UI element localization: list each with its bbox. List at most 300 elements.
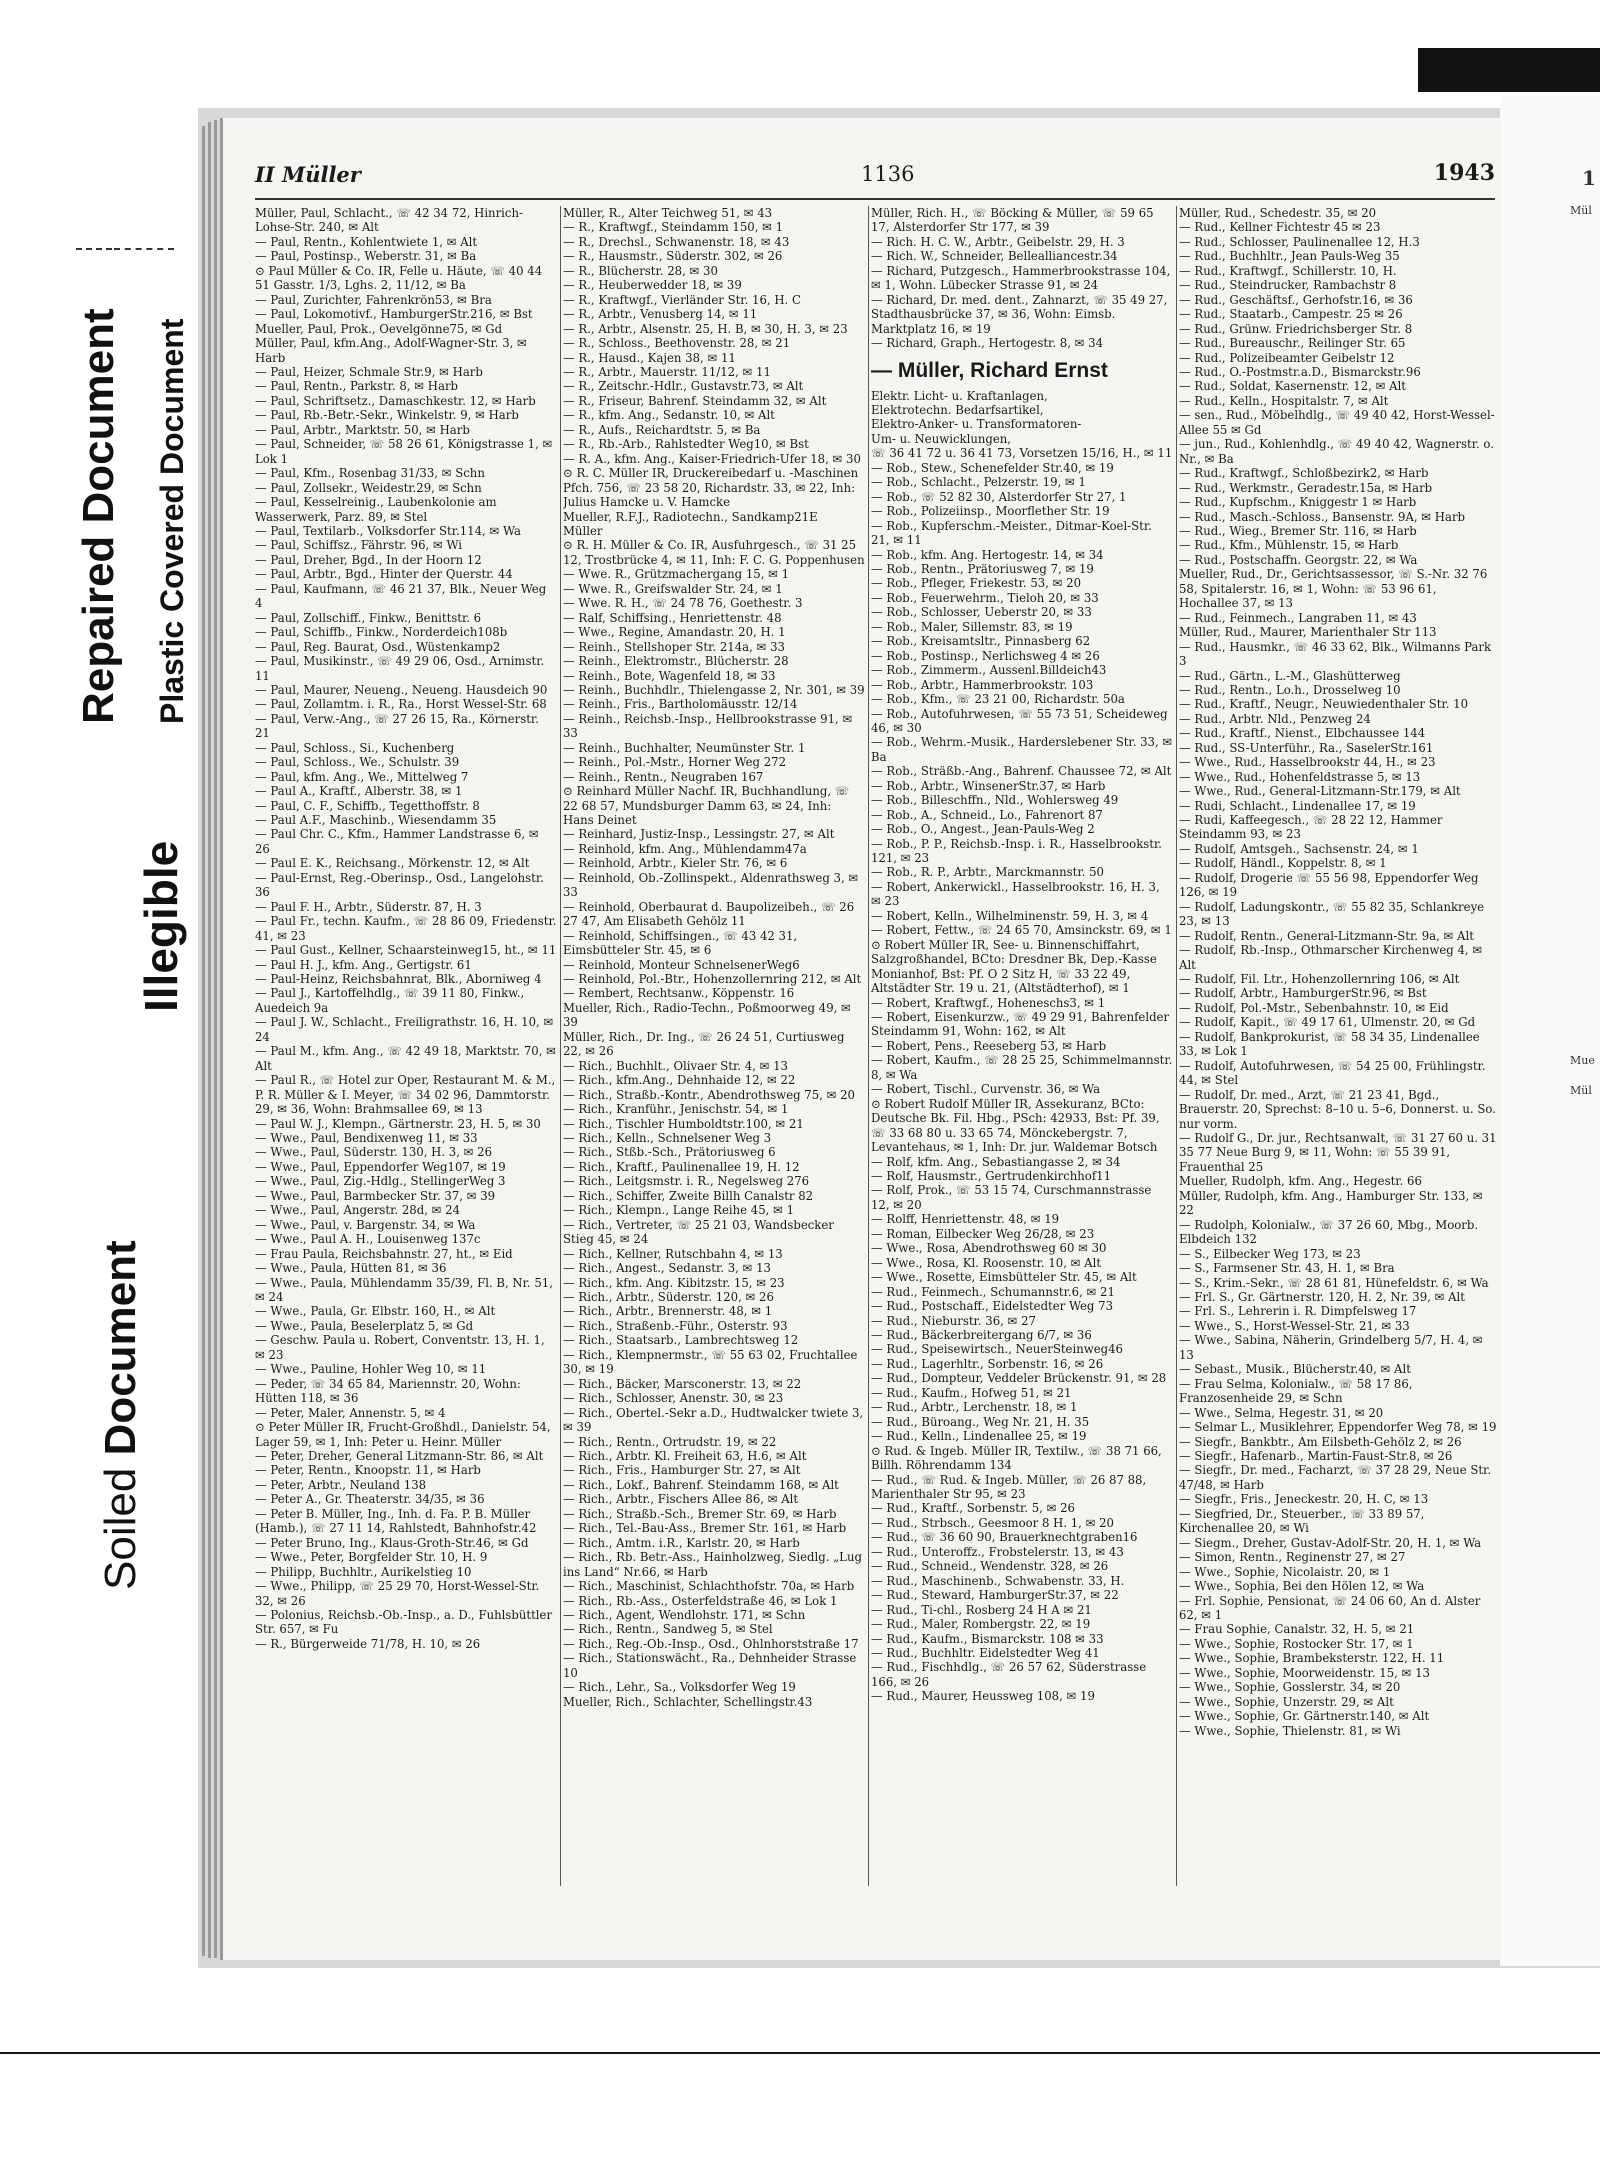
directory-entry: — Rich., Rentn., Sandweg 5, ✉ Stel [563, 1622, 773, 1637]
directory-entry: — Rob., Zimmerm., Aussenl.Billdeich43 [871, 663, 1107, 678]
directory-entry: — Rich., Rentn., Ortrudstr. 19, ✉ 22 [563, 1434, 777, 1449]
directory-entry: — Rob., Billeschffn., Nld., Wohlersweg 49 [871, 793, 1119, 808]
scan-border [1418, 48, 1600, 92]
directory-entry: — Rich., Straßenb.-Führ., Osterstr. 93 [563, 1318, 788, 1333]
directory-entry: — Rud., ☏ 36 60 90, Brauerknechtgraben16 [871, 1530, 1138, 1545]
directory-entry: — Rich., Schiffer, Zweite Billh Canalstr 82 [563, 1188, 814, 1203]
advertisement-heading: — Müller, Richard Ernst [871, 358, 1108, 382]
directory-entry: — Geschw. Paula u. Robert, Conventstr. 13, H. 1, ✉ 23 [255, 1333, 545, 1362]
directory-entry: — Rich., Staatsarb., Lambrechtsweg 12 [563, 1333, 799, 1348]
directory-entry: Mueller, Rud., Dr., Gerichtsassessor, ☏ S.-Nr. 32 76 58, Spitalerstr. 16, ✉ 1, Wohn: ☏ 53 96 61, Hochallee 37, ✉ 13 [1179, 567, 1488, 611]
directory-entry: — Wwe., Paul A. H., Louisenweg 137c [255, 1232, 481, 1247]
label-soiled-suffix: Document [96, 1240, 145, 1456]
directory-entry: — Reinh., Stellshoper Str. 214a, ✉ 33 [563, 639, 785, 654]
directory-entry: Um- u. Neuwicklungen, [871, 431, 1012, 446]
directory-entry: — Richard, Graph., Hertogestr. 8, ✉ 34 [871, 336, 1104, 351]
directory-entry: — Rich., Stßb.-Sch., Prätoriusweg 6 [563, 1145, 776, 1160]
directory-entry: — Rud., SS-Unterführ., Ra., SaselerStr.161 [1179, 740, 1434, 755]
directory-entry: — Rud., Kelln., Hospitalstr. 7, ✉ Alt [1179, 393, 1389, 408]
directory-entry: — Philipp, Buchhltr., Aurikelstieg 10 [255, 1564, 472, 1579]
directory-entry: — Rud., Steindrucker, Rambachstr 8 [1179, 278, 1397, 293]
directory-entry: — Frl. Sophie, Pensionat, ☏ 24 06 60, An d. Alster 62, ✉ 1 [1179, 1593, 1481, 1622]
directory-entry: — Rud., Kraftf., Sorbenstr. 5, ✉ 26 [871, 1501, 1075, 1516]
directory-entry: — Paul F. H., Arbtr., Süderstr. 87, H. 3 [255, 899, 482, 914]
directory-entry: — Robert, Kraftwgf., Hoheneschs3, ✉ 1 [871, 995, 1106, 1010]
directory-entry: — Paul, Zollsekr., Weidestr.29, ✉ Schn [255, 480, 482, 495]
directory-entry: — Wwe., Sophia, Bei den Hölen 12, ✉ Wa [1179, 1579, 1425, 1594]
directory-entry: — Rud., Speisewirtsch., NeuerSteinweg46 [871, 1342, 1123, 1357]
directory-entry: — Wwe., Rud., Hohenfeldstrasse 5, ✉ 13 [1179, 769, 1421, 784]
directory-entry: — Rolf, kfm. Ang., Sebastiangasse 2, ✉ 34 [871, 1154, 1121, 1169]
directory-entry: — Paul H. J., kfm. Ang., Gertigstr. 61 [255, 957, 472, 972]
directory-entry: — R., Bürgerweide 71/78, H. 10, ✉ 26 [255, 1636, 481, 1651]
directory-entry: — Paul, Kesselreinig., Laubenkolonie am Wasserwerk, Parz. 89, ✉ Stel [255, 495, 497, 524]
directory-entry: — Rud., Unteroffz., Frobstelerstr. 13, ✉ 43 [871, 1544, 1124, 1559]
directory-entry: — Wwe., Rosa, Kl. Roosenstr. 10, ✉ Alt [871, 1255, 1102, 1270]
directory-entry: Müller, Paul, Schlacht., ☏ 42 34 72, Hinrich-Lohse-Str. 240, ✉ Alt [255, 206, 523, 235]
scan-bottom-line [0, 2052, 1600, 2054]
directory-entry: Müller, Rud., Maurer, Marienthaler Str 113 [1179, 625, 1437, 640]
directory-entry: — Rud., Maler, Rombergstr. 22, ✉ 19 [871, 1617, 1091, 1632]
directory-entry: — Paul, Reg. Baurat, Osd., Wüstenkamp2 [255, 639, 501, 654]
directory-entry: — Paul, Kaufmann, ☏ 46 21 37, Blk., Neuer Weg 4 [255, 581, 547, 611]
directory-entry: — Richard, Putzgesch., Hammerbrookstrasse 104, ✉ 1, Wohn. Lübecker Strasse 91, ✉ 24 [871, 263, 1171, 293]
directory-entry: Müller, Rud., Schedestr. 35, ✉ 20 [1179, 206, 1377, 220]
page-header [255, 158, 1495, 192]
directory-entry: — Rud., Rentn., Lo.h., Drosselweg 10 [1179, 682, 1401, 697]
directory-entry: — R., Hausmstr., Süderstr. 302, ✉ 26 [563, 249, 783, 264]
directory-entry: — Rud., Ti-chl., Rosberg 24 H A ✉ 21 [871, 1602, 1092, 1617]
directory-entry: ⊙ Robert Müller IR, See- u. Binnenschiffahrt, Salzgroßhandel, BCto: Dresdner Bk, Dep.-Kasse Monianhof, Bst: Pf. O 2 Sitz H, ☏ 33 22 49, Altstädter Str. 19 u. 21, (Altstädterhof), ✉ 1 [871, 937, 1157, 996]
directory-entry: — Rob., Kreisamtsltr., Pinnasberg 62 [871, 634, 1091, 649]
next-page-strip [1500, 96, 1600, 1966]
directory-entry: — Rudolf, Rb.-Insp., Othmarscher Kirchenweg 4, ✉ Alt [1179, 943, 1483, 972]
directory-entry: — Paul, Lokomotivf., HamburgerStr.216, ✉ Bst [255, 307, 533, 322]
directory-entry: — Rembert, Rechtsanw., Köppenstr. 16 [563, 986, 795, 1001]
directory-entry: — Paul, Arbtr., Marktstr. 50, ✉ Harb [255, 422, 470, 437]
directory-entry: — Reinhold, Ob.-Zollinspekt., Aldenrathsweg 3, ✉ 33 [563, 870, 859, 900]
directory-entry: — Robert, Kaufm., ☏ 28 25 25, Schimmelmannstr. 8, ✉ Wa [871, 1053, 1173, 1082]
directory-entry: — S., Eilbecker Weg 173, ✉ 23 [1179, 1246, 1361, 1261]
directory-entry: — Reinh., Bote, Wagenfeld 18, ✉ 33 [563, 668, 776, 683]
directory-entry: — Peter, Arbtr., Neuland 138 [255, 1477, 427, 1492]
next-page-number: 1 [1582, 166, 1596, 190]
directory-entry: — Rob., Arbtr., Hammerbrookstr. 103 [871, 677, 1094, 692]
directory-entry: — Siegfr., Dr. med., Facharzt, ☏ 37 28 29, Neue Str. 47/48, ✉ Harb [1179, 1463, 1492, 1492]
next-page-fragment: Mül [1570, 204, 1592, 217]
directory-entry: — Rud., Buchhltr., Jean Pauls-Weg 35 [1179, 249, 1400, 264]
column-1 [255, 206, 557, 1886]
column-2 [563, 206, 865, 1886]
directory-entry: — Rolff, Henriettenstr. 48, ✉ 19 [871, 1212, 1060, 1227]
directory-entry: — Paul, Zurichter, Fahrenkrön53, ✉ Bra [255, 292, 492, 307]
directory-entry: — Paul, Maurer, Neueng., Neueng. Hausdeich 90 [255, 682, 548, 697]
directory-entry: ☏ 36 41 72 u. 36 41 73, Vorsetzen 15/16, H., ✉ 11 [871, 446, 1173, 461]
directory-entry: — Wwe., Paul, Zig.-Hdlg., StellingerWeg 3 [255, 1174, 506, 1189]
directory-entry: — Sebast., Musik., Blücherstr.40, ✉ Alt [1179, 1362, 1411, 1377]
directory-entry: — Rich., Rb.-Ass., Osterfeldstraße 46, ✉ Lok 1 [563, 1593, 838, 1608]
directory-entry: — Paul J., Kartoffelhdlg., ☏ 39 11 80, Finkw., Auedeich 9a [255, 986, 525, 1015]
directory-entry: — Rudolf, Autofuhrwesen, ☏ 54 25 00, Frühlingstr. 44, ✉ Stel [1179, 1058, 1486, 1088]
directory-entry: — Paul J. W., Schlacht., Freiligrathstr. 16, H. 10, ✉ 24 [255, 1015, 554, 1044]
directory-entry: — Paul A., Kraftf., Alberstr. 38, ✉ 1 [255, 784, 463, 799]
directory-entry: — Paul, Rentn., Kohlentwiete 1, ✉ Alt [255, 234, 478, 249]
directory-entry: — jun., Rud., Kohlenhdlg., ☏ 49 40 42, Wagnerstr. o. Nr., ✉ Ba [1179, 437, 1494, 466]
directory-entry: — Wwe., Peter, Borgfelder Str. 10, H. 9 [255, 1550, 488, 1565]
directory-entry: — Rud., Arbtr., Lerchenstr. 18, ✉ 1 [871, 1400, 1078, 1415]
directory-entry: — Rolf, Prok., ☏ 53 15 74, Curschmannstrasse 12, ✉ 20 [871, 1183, 1152, 1212]
directory-entry: — Reinh., Pol.-Mstr., Horner Weg 272 [563, 755, 787, 770]
directory-entry: — Reinh., Elektromstr., Blücherstr. 28 [563, 654, 789, 669]
directory-entry: — Frl. S., Lehrerin i. R. Dimpfelsweg 17 [1179, 1304, 1417, 1319]
directory-entry: — Rob., Polizeiinsp., Moorflether Str. 19 [871, 504, 1110, 519]
directory-entry: — Polonius, Reichsb.-Ob.-Insp., a. D., Fuhlsbüttler Str. 657, ✉ Fu [255, 1607, 553, 1637]
column-separator [560, 206, 561, 1886]
page-number: 1136 [861, 162, 915, 186]
directory-entry: — Reinhold, Arbtr., Kieler Str. 76, ✉ 6 [563, 856, 788, 871]
directory-entry: — Rudolf, Rentn., General-Litzmann-Str. 9a, ✉ Alt [1179, 928, 1474, 943]
directory-entry: — Paul-Heinz, Reichsbahnrat, Blk., Aborniweg 4 [255, 972, 542, 987]
directory-entry: ⊙ R. H. Müller & Co. IR, Ausfuhrgesch., ☏ 31 25 12, Trostbrücke 4, ✉ 11, Inh: F. C. G. Poppenhusen [563, 538, 865, 567]
directory-entry: — Rudolf, Fil. Ltr., Hohenzollernring 106, ✉ Alt [1179, 972, 1460, 987]
directory-entry: Müller, Paul, kfm.Ang., Adolf-Wagner-Str. 3, ✉ Harb [255, 336, 527, 365]
directory-entry: — Rud., Maschinenb., Schwabenstr. 33, H. [871, 1573, 1125, 1588]
directory-entry: — Paul, Dreher, Bgd., In der Hoorn 12 [255, 552, 482, 567]
directory-entry: — Rud., Büroang., Weg Nr. 21, H. 35 [871, 1414, 1090, 1429]
directory-entry: — Rob., Sträßb.-Ang., Bahrenf. Chaussee 72, ✉ Alt [871, 764, 1172, 779]
directory-entry: — Paul, Postinsp., Weberstr. 31, ✉ Ba [255, 249, 477, 264]
directory-entry: — Wwe., Paul, Bendixenweg 11, ✉ 33 [255, 1131, 478, 1145]
directory-entry: — Rud., Strbsch., Geesmoor 8 H. 1, ✉ 20 [871, 1515, 1114, 1530]
column-separator [1176, 206, 1177, 1886]
directory-entry: — Rud., Nieburstr. 36, ✉ 27 [871, 1313, 1036, 1328]
directory-entry: — Rud., Postschaff., Eidelstedter Weg 73 [871, 1299, 1114, 1314]
directory-entry: — Rich., Lokf., Bahrenf. Steindamm 168, ✉ Alt [563, 1477, 839, 1492]
directory-entry: — R. A., kfm. Ang., Kaiser-Friedrich-Ufer 18, ✉ 30 [563, 451, 861, 466]
directory-entry: — Siegfr., Bankbtr., Am Eilsbeth-Gehölz 2, ✉ 26 [1179, 1434, 1462, 1449]
directory-entry: ⊙ R. C. Müller IR, Druckereibedarf u. -Maschinen Pfch. 756, ☏ 23 58 20, Richardstr. 33, ✉ 22, Inh: Julius Hamcke u. V. Hamcke [563, 466, 859, 510]
directory-entry: — Paul, Zollschiff., Finkw., Benittstr. 6 [255, 610, 482, 625]
directory-entry: — Paul, Arbtr., Bgd., Hinter der Querstr. 44 [255, 567, 513, 582]
directory-entry: Mueller, Paul, Prok., Oevelgönne75, ✉ Gd [255, 321, 503, 336]
directory-entry: — Rudolf, Amtsgeh., Sachsenstr. 24, ✉ 1 [1179, 841, 1419, 856]
directory-entry: — Rich., Arbtr., Süderstr. 120, ✉ 26 [563, 1289, 774, 1304]
directory-entry: Mueller, Rich., Radio-Techn., Poßmoorweg 49, ✉ 39 [563, 1000, 851, 1030]
column-separator [868, 206, 869, 1886]
directory-entry: — Rich. W., Schneider, Bellealliancestr.34 [871, 249, 1118, 264]
directory-entry: — Rob., Pfleger, Friekestr. 53, ✉ 20 [871, 576, 1082, 591]
directory-entry: — Robert, Kelln., Wilhelminenstr. 59, H. 3, ✉ 4 [871, 908, 1149, 923]
directory-entry: — Rob., Kupferschm.-Meister., Ditmar-Koel-Str. 21, ✉ 11 [871, 518, 1152, 548]
directory-entry: — R., Aufs., Reichardtstr. 5, ✉ Ba [563, 422, 761, 437]
directory-entry: — Reinh., Buchhalter, Neumünster Str. 1 [563, 740, 806, 755]
directory-entry: — R., Arbtr., Mauerstr. 11/12, ✉ 11 [563, 364, 771, 379]
directory-entry: — Rich., Kranführ., Jenischstr. 54, ✉ 1 [563, 1102, 789, 1117]
directory-entry: — Wwe. R. H., ☏ 24 78 76, Goethestr. 3 [563, 596, 803, 611]
directory-entry: — Siegfr., Fris., Jeneckestr. 20, H. C, ✉ 13 [1179, 1492, 1429, 1507]
directory-entry: — Wwe., Paul, Süderstr. 130, H. 3, ✉ 26 [255, 1145, 493, 1160]
directory-entry: — Rob., Autofuhrwesen, ☏ 55 73 51, Scheideweg 46, ✉ 30 [871, 706, 1168, 735]
directory-entry: — Rud., ☏ Rud. & Ingeb. Müller, ☏ 26 87 88, Marienthaler Str 95, ✉ 23 [871, 1472, 1147, 1501]
directory-entry: — Peter, Maler, Annenstr. 5, ✉ 4 [255, 1405, 446, 1420]
directory-entry: — Rud., Masch.-Schloss., Bansenstr. 9A, ✉ Harb [1179, 509, 1466, 524]
directory-entry: ⊙ Rud. & Ingeb. Müller IR, Textilw., ☏ 38 71 66, Billh. Röhrendamm 134 [871, 1443, 1162, 1473]
directory-entry: — Reinh., Fris., Bartholomäusstr. 12/14 [563, 697, 798, 712]
directory-entry: Elektrotechn. Bedarfsartikel, [871, 402, 1044, 417]
directory-page [220, 118, 1501, 1960]
directory-entry: — Rob., Wehrm.-Musik., Harderslebener Str. 33, ✉ Ba [871, 735, 1173, 764]
directory-entry: — Rich., Arbtr., Fischers Allee 86, ✉ Alt [563, 1492, 799, 1507]
directory-entry: — Rob., O., Angest., Jean-Pauls-Weg 2 [871, 822, 1095, 837]
next-page-fragment: Mue [1570, 1054, 1595, 1067]
directory-entry: — Rich., Kelln., Schnelsener Weg 3 [563, 1131, 772, 1145]
directory-entry: — Siegfried, Dr., Steuerber., ☏ 33 89 57, Kirchenallee 20, ✉ Wi [1179, 1506, 1425, 1536]
directory-entry: — Wwe., Sophie, Rostocker Str. 17, ✉ 1 [1179, 1636, 1414, 1651]
directory-entry: — Simon, Rentn., Reginenstr 27, ✉ 27 [1179, 1550, 1406, 1565]
directory-entry: — Paul W. J., Klempn., Gärtnerstr. 23, H. 5, ✉ 30 [255, 1116, 541, 1131]
directory-entry: — Rich., Bäcker, Marsconerstr. 13, ✉ 22 [563, 1376, 802, 1391]
directory-entry: — Paul Chr. C., Kfm., Hammer Landstrasse 6, ✉ 26 [255, 827, 539, 856]
directory-entry: — Rud., Bäckerbreitergang 6/7, ✉ 36 [871, 1327, 1092, 1342]
directory-entry: — Rich., Arbtr., Brennerstr. 48, ✉ 1 [563, 1304, 773, 1319]
directory-entry: — Rudolf, Pol.-Mstr., Sebenbahnstr. 10, ✉ Eid [1179, 1000, 1449, 1015]
directory-entry: — S., Krim.-Sekr., ☏ 28 61 81, Hünefeldstr. 6, ✉ Wa [1179, 1275, 1489, 1290]
directory-entry: — Paul, Schloss., Si., Kuchenberg [255, 740, 455, 755]
directory-entry: — Wwe., Paul, Barmbecker Str. 37, ✉ 39 [255, 1188, 496, 1203]
directory-entry: — Rud., Kfm., Mühlenstr. 15, ✉ Harb [1179, 538, 1399, 553]
directory-entry: — R., Drechsl., Schwanenstr. 18, ✉ 43 [563, 234, 790, 249]
directory-entry: — Wwe., Philipp, ☏ 25 29 70, Horst-Wessel-Str. 32, ✉ 26 [255, 1579, 540, 1608]
directory-entry: — Rich., Schlosser, Anenstr. 30, ✉ 23 [563, 1391, 784, 1406]
directory-entry: — Siegfr., Hafenarb., Martin-Faust-Str.8, ✉ 26 [1179, 1448, 1453, 1463]
directory-entry: — Rob., R. P., Arbtr., Marckmannstr. 50 [871, 865, 1104, 880]
directory-entry: — Paul, Schiffb., Finkw., Norderdeich108b [255, 625, 508, 640]
directory-entry: — Rob., Schlacht., Pelzerstr. 19, ✉ 1 [871, 475, 1086, 490]
directory-entry: — Paul E. K., Reichsang., Mörkenstr. 12, ✉ Alt [255, 856, 530, 871]
directory-entry: — Rud., Werkmstr., Geradestr.15a, ✉ Harb [1179, 480, 1433, 495]
directory-entry: — Paul, Rb.-Betr.-Sekr., Winkelstr. 9, ✉ Harb [255, 408, 519, 423]
directory-entry: — Rudolf G., Dr. jur., Rechtsanwalt, ☏ 31 27 60 u. 31 35 77 Neue Burg 9, ✉ 11, Wohn: ☏ 55 39 91, Frauenthal 25 [1179, 1131, 1497, 1174]
directory-entry: — Wwe., Rud., General-Litzmann-Str.179, ✉ Alt [1179, 784, 1461, 799]
directory-entry: ⊙ Peter Müller IR, Frucht-Großhdl., Danielstr. 54, Lager 59, ✉ 1, Inh: Peter u. Heinr. Müller [255, 1420, 551, 1449]
directory-entry: — Rich., kfm. Ang. Kibitzstr. 15, ✉ 23 [563, 1275, 785, 1290]
directory-entry: — Rudi, Kaffeegesch., ☏ 28 22 12, Hammer Steindamm 93, ✉ 23 [1179, 813, 1443, 842]
directory-entry: — Wwe. R., Grützmachergang 15, ✉ 1 [563, 567, 790, 582]
directory-entry: — Rud., Gärtn., L.-M., Glashütterweg [1179, 668, 1401, 683]
directory-entry: — Paul Gust., Kellner, Schaarsteinweg15, ht., ✉ 11 [255, 943, 557, 958]
page-edge [214, 120, 217, 1958]
directory-entry: — Rudolf, Ladungskontr., ☏ 55 82 35, Schlankreye 23, ✉ 13 [1179, 899, 1485, 929]
directory-entry: — Paul, Schloss., We., Schulstr. 39 [255, 755, 460, 770]
directory-entry: — Paul A.F., Maschinb., Wiesendamm 35 [255, 813, 497, 828]
directory-entry: Mueller, Rudolph, kfm. Ang., Hegestr. 66 [1179, 1174, 1422, 1189]
directory-entry: — Wwe., Sophie, Nicolaistr. 20, ✉ 1 [1179, 1564, 1391, 1579]
directory-entry: — Paul, Zollamtm. i. R., Ra., Horst Wessel-Str. 68 [255, 697, 547, 712]
condition-labels [0, 0, 200, 2177]
directory-entry: — Rud., Kupfschm., Kniggestr 1 ✉ Harb [1179, 495, 1417, 510]
directory-entry: — Rob., Kfm., ☏ 23 21 00, Richardstr. 50a [871, 692, 1125, 707]
directory-entry: Mueller, Rich., Schlachter, Schellingstr.43 [563, 1694, 813, 1709]
directory-entry: — Robert, Ankerwickl., Hasselbrookstr. 16, H. 3, ✉ 23 [871, 879, 1160, 909]
directory-entry: — Reinh., Rentn., Neugraben 167 [563, 769, 764, 784]
directory-entry: — Rich., Kraftf., Paulinenallee 19, H. 12 [563, 1159, 800, 1174]
label-illegible: Illegible [135, 840, 187, 1012]
directory-entry: — Wwe., Sophie, Thielenstr. 81, ✉ Wi [1179, 1723, 1401, 1738]
directory-entry: — Rud., Lagerhltr., Sorbenstr. 16, ✉ 26 [871, 1356, 1104, 1371]
directory-entry: — Rich., Fris., Hamburger Str. 27, ✉ Alt [563, 1463, 801, 1478]
directory-entry: — Rich., Kellner, Rutschbahn 4, ✉ 13 [563, 1246, 783, 1261]
directory-entry: — Frau Selma, Kolonialw., ☏ 58 17 86, Franzosenheide 29, ✉ Schn [1179, 1376, 1413, 1406]
directory-entry: — Peter, Rentn., Knoopstr. 11, ✉ Harb [255, 1463, 481, 1478]
directory-entry: — Rud., Bureauschr., Reilinger Str. 65 [1179, 336, 1406, 351]
directory-entry: — Rob., kfm. Ang. Hertogestr. 14, ✉ 34 [871, 547, 1104, 562]
directory-entry: — Reinh., Buchhdlr., Thielengasse 2, Nr. 301, ✉ 39 [563, 682, 865, 697]
directory-entry: — R., Arbtr., Alsenstr. 25, H. B, ✉ 30, H. 3, ✉ 23 [563, 321, 848, 336]
directory-entry: — Rich., Leitgsmstr. i. R., Negelsweg 276 [563, 1174, 810, 1189]
directory-entry: — Reinhold, Monteur SchnelsenerWeg6 [563, 957, 800, 972]
label-plastic-covered: Plastic Covered Document [154, 318, 190, 724]
directory-entry: — Reinhold, kfm. Ang., Mühlendamm47a [563, 841, 807, 856]
directory-entry: — Rich., Tel.-Bau-Ass., Bremer Str. 161, ✉ Harb [563, 1521, 847, 1536]
column-4 [1179, 206, 1497, 1886]
directory-entry: — R., Kraftwgf., Vierländer Str. 16, H. C [563, 292, 801, 307]
directory-entry: — Peter B. Müller, Ing., Inh. d. Fa. P. B. Müller (Hamb.), ☏ 27 11 14, Rahlstedt, Bahnhofstr.42 [255, 1506, 537, 1536]
directory-entry: — Rud., Kraftwgf., Schillerstr. 10, H. [1179, 263, 1397, 278]
column-3 [871, 206, 1173, 1886]
directory-entry: — Rud., Wieg., Bremer Str. 116, ✉ Harb [1179, 523, 1417, 538]
directory-entry: — Paul, C. F., Schiffb., Tegetthoffstr. 8 [255, 798, 480, 813]
directory-entry: — Ralf, Schiffsing., Henriettenstr. 48 [563, 610, 782, 625]
directory-entry: — Rich. H. C. W., Arbtr., Geibelstr. 29, H. 3 [871, 234, 1125, 249]
label-repaired: Repaired Document [74, 308, 123, 724]
directory-entry: — Rud., Polizeibeamter Geibelstr 12 [1179, 350, 1395, 365]
directory-entry: — Peter, Dreher, General Litzmann-Str. 86, ✉ Alt [255, 1448, 544, 1463]
directory-entry: — Rudolf, Bankprokurist, ☏ 58 34 35, Lindenallee 33, ✉ Lok 1 [1179, 1029, 1480, 1059]
directory-entry: — R., Rb.-Arb., Rahlstedter Weg10, ✉ Bst [563, 437, 809, 452]
directory-entry: — Peter A., Gr. Theaterstr. 34/35, ✉ 36 [255, 1492, 485, 1507]
directory-entry: — Rich., kfm.Ang., Dehnhaide 12, ✉ 22 [563, 1073, 796, 1088]
directory-entry: — Reinhold, Oberbaurat d. Baupolizeibeh., ☏ 26 27 47, Am Elisabeth Gehölz 11 [563, 899, 855, 929]
directory-entry: — Paul, Schiffsz., Fährstr. 96, ✉ Wi [255, 538, 463, 553]
directory-entry: — Rud., Kraftwgf., Schloßbezirk2, ✉ Harb [1179, 466, 1429, 481]
directory-entry: — Wwe., Rud., Hasselbrookstr 44, H., ✉ 23 [1179, 755, 1436, 770]
page-edge [202, 126, 205, 1956]
directory-entry: Müller, Rudolph, kfm. Ang., Hamburger Str. 133, ✉ 22 [1179, 1188, 1483, 1218]
directory-entry: — Rich., Klempn., Lange Reihe 45, ✉ 1 [563, 1203, 795, 1218]
directory-entry: Elektro-Anker- u. Transformatoren- [871, 417, 1082, 432]
directory-entry: — sen., Rud., Möbelhdlg., ☏ 49 40 42, Horst-Wessel-Allee 55 ✉ Gd [1179, 408, 1495, 437]
directory-entry: — Wwe., Paul, Eppendorfer Weg107, ✉ 19 [255, 1159, 506, 1174]
directory-entry: — Robert, Eisenkurzw., ☏ 49 29 91, Bahrenfelder Steindamm 91, Wohn: 162, ✉ Alt [871, 1010, 1170, 1039]
directory-entry: — Wwe., Sophie, Gosslerstr. 34, ✉ 20 [1179, 1680, 1401, 1695]
directory-entry: — Rich., Tischler Humboldtstr.100, ✉ 21 [563, 1116, 804, 1131]
directory-entry: — R., Schloss., Beethovenstr. 28, ✉ 21 [563, 336, 791, 351]
directory-entry: — Rudolph, Kolonialw., ☏ 37 26 60, Mbg., Moorb. Elbdeich 132 [1179, 1217, 1479, 1247]
directory-entry: — Rud., Staatarb., Campestr. 25 ✉ 26 [1179, 307, 1403, 322]
directory-entry: — Reinh., Reichsb.-Insp., Hellbrookstrasse 91, ✉ 33 [563, 711, 853, 741]
directory-entry: — Paul, Textilarb., Volksdorfer Str.114, ✉ Wa [255, 523, 521, 538]
directory-entry: — Paul M., kfm. Ang., ☏ 42 49 18, Marktstr. 70, ✉ Alt [255, 1044, 556, 1073]
directory-entry: — Rich., Lehr., Sa., Volksdorfer Weg 19 [563, 1680, 796, 1695]
directory-entry: — Rich., Agent, Wendlohstr. 171, ✉ Schn [563, 1607, 806, 1622]
directory-entry: — Frau Sophie, Canalstr. 32, H. 5, ✉ 21 [1179, 1622, 1415, 1637]
directory-entry: — Rob., Stew., Schenefelder Str.40, ✉ 19 [871, 460, 1114, 475]
directory-entry: — S., Farmsener Str. 43, H. 1, ✉ Bra [1179, 1261, 1395, 1276]
directory-entry: — Rud., Kraftf., Nienst., Elbchaussee 144 [1179, 726, 1426, 741]
directory-entry: — Wwe., Paul, Angerstr. 28d, ✉ 24 [255, 1203, 461, 1218]
directory-entry: — Rich., Straßb.-Sch., Bremer Str. 69, ✉ Harb [563, 1506, 837, 1521]
directory-entry: — Rudolf, Kapit., ☏ 49 17 61, Ulmenstr. 20, ✉ Gd [1179, 1015, 1476, 1030]
directory-entry: — Rob., Feuerwehrm., Tieloh 20, ✉ 33 [871, 590, 1099, 605]
directory-entry: — Peder, ☏ 34 65 84, Mariennstr. 20, Wohn: Hütten 118, ✉ 36 [255, 1376, 521, 1406]
directory-entry: — Paul-Ernst, Reg.-Oberinsp., Osd., Langelohstr. 36 [255, 870, 544, 900]
directory-entry: ⊙ Reinhard Müller Nachf. IR, Buchhandlung, ☏ 22 68 57, Mundsburger Damm 63, ✉ 24, Inh: Hans Deinet [563, 784, 850, 828]
directory-entry: — Reinhold, Pol.-Btr., Hohenzollernring 212, ✉ Alt [563, 972, 862, 987]
directory-entry: — R., Arbtr., Venusberg 14, ✉ 11 [563, 307, 758, 322]
directory-entry: — R., Kraftwgf., Steindamm 150, ✉ 1 [563, 220, 784, 235]
directory-entry: — Rob., Arbtr., WinsenerStr.37, ✉ Harb [871, 778, 1106, 793]
directory-entry: — Paul, Kfm., Rosenbag 31/33, ✉ Schn [255, 466, 485, 481]
dashed-rule [114, 248, 174, 250]
directory-entry: — Wwe., Sophie, Unzerstr. 29, ✉ Alt [1179, 1694, 1394, 1709]
directory-entry: — Rich., Maschinist, Schlachthofstr. 70a, ✉ Harb [563, 1579, 855, 1594]
directory-entry: — Rud., Hausmkr., ☏ 46 33 62, Blk., Wilmanns Park 3 [1179, 639, 1492, 669]
directory-entry: — Rich., Amtm. i.R., Karlstr. 20, ✉ Harb [563, 1535, 800, 1550]
directory-entry: Mueller, R.F.J., Radiotechn., Sandkamp21E [563, 509, 818, 524]
directory-entry: — Rud., Kellner Fichtestr 45 ✉ 23 [1179, 220, 1381, 235]
directory-entry: — Rudolf, Dr. med., Arzt, ☏ 21 23 41, Bgd., Brauerstr. 20, Sprechst: 8–10 u. 5–6, Donnerst. u. So. nur vorm. [1179, 1087, 1496, 1131]
directory-entry: — R., Hausd., Kajen 38, ✉ 11 [563, 350, 736, 365]
directory-entry: — Rud., Schneid., Wendenstr. 328, ✉ 26 [871, 1559, 1109, 1574]
directory-entry: — Rob., A., Schneid., Lo., Fahrenort 87 [871, 807, 1103, 822]
directory-entry: — Rud., Feinmech., Langraben 11, ✉ 43 [1179, 610, 1417, 625]
directory-entry: — Rud., Postschaffn. Georgstr. 22, ✉ Wa [1179, 552, 1418, 567]
label-soiled [96, 1240, 146, 1590]
directory-entry: — Rudolf, Händl., Koppelstr. 8, ✉ 1 [1179, 856, 1387, 871]
directory-entry: Müller, Rich., Dr. Ing., ☏ 26 24 51, Curtiusweg 22, ✉ 26 [563, 1029, 845, 1059]
directory-entry: — Rud., Maurer, Heussweg 108, ✉ 19 [871, 1689, 1095, 1704]
directory-entry: Müller, R., Alter Teichweg 51, ✉ 43 [563, 206, 773, 220]
directory-entry: — Paul Fr., techn. Kaufm., ☏ 28 86 09, Friedenstr. 41, ✉ 23 [255, 914, 557, 943]
directory-entry: — R., Zeitschr.-Hdlr., Gustavstr.73, ✉ Alt [563, 379, 804, 394]
directory-entry: — R., kfm. Ang., Sedanstr. 10, ✉ Alt [563, 408, 775, 423]
directory-entry: — Rich., Angest., Sedanstr. 3, ✉ 13 [563, 1261, 771, 1276]
directory-entry: — Robert, Fettw., ☏ 24 65 70, Amsinckstr. 69, ✉ 1 [871, 923, 1172, 938]
directory-entry: — Paul, Musikinstr., ☏ 49 29 06, Osd., Arnimstr. 11 [255, 654, 545, 683]
directory-entry: — Rich., Arbtr. Kl. Freiheit 63, H.6, ✉ Alt [563, 1448, 807, 1463]
directory-entry: — Selmar L., Musiklehrer, Eppendorfer Weg 78, ✉ 19 [1179, 1420, 1497, 1435]
directory-entry: Elektr. Licht- u. Kraftanlagen, [871, 388, 1048, 403]
directory-entry: — Rud., Arbtr. Nld., Penzweg 24 [1179, 711, 1371, 726]
directory-entry: — Rud., Dompteur, Veddeler Brückenstr. 91, ✉ 28 [871, 1371, 1167, 1386]
directory-entry: — Rob., ☏ 52 82 30, Alsterdorfer Str 27, 1 [871, 489, 1127, 504]
directory-entry: — Wwe., Sophie, Brambeksterstr. 122, H. 11 [1179, 1651, 1445, 1666]
header-rule [255, 198, 1495, 200]
directory-entry: — Rud., Feinmech., Schumannstr.6, ✉ 21 [871, 1284, 1115, 1299]
directory-entry: — Rud., Kelln., Lindenallee 25, ✉ 19 [871, 1429, 1087, 1444]
directory-entry: — Rudolf, Arbtr., HamburgerStr.96, ✉ Bst [1179, 986, 1427, 1001]
directory-entry: — Wwe., Selma, Hegestr. 31, ✉ 20 [1179, 1405, 1384, 1420]
directory-entry: — Peter Bruno, Ing., Klaus-Groth-Str.46, ✉ Gd [255, 1535, 529, 1550]
directory-entry: — Richard, Dr. med. dent., Zahnarzt, ☏ 35 49 27, Stadthausbrücke 37, ✉ 36, Wohn: Eimsb. Marktplatz 16, ✉ 19 [871, 292, 1168, 336]
directory-entry: — Wwe., Paula, Gr. Elbstr. 160, H., ✉ Alt [255, 1304, 496, 1319]
directory-entry: — Rud., Kaufm., Bismarckstr. 108 ✉ 33 [871, 1631, 1104, 1646]
directory-entry: — Rich., Buchhlt., Olivaer Str. 4, ✉ 13 [563, 1058, 788, 1073]
directory-entry: — Frau Paula, Reichsbahnstr. 27, ht., ✉ Eid [255, 1246, 513, 1261]
directory-entry: — Rud., Schlosser, Paulinenallee 12, H.3 [1179, 234, 1420, 249]
directory-entry: — Rob., Schlosser, Ueberstr 20, ✉ 33 [871, 605, 1092, 620]
directory-entry: — Rich., Reg.-Ob.-Insp., Osd., Ohlnhorststraße 17 [563, 1636, 859, 1651]
